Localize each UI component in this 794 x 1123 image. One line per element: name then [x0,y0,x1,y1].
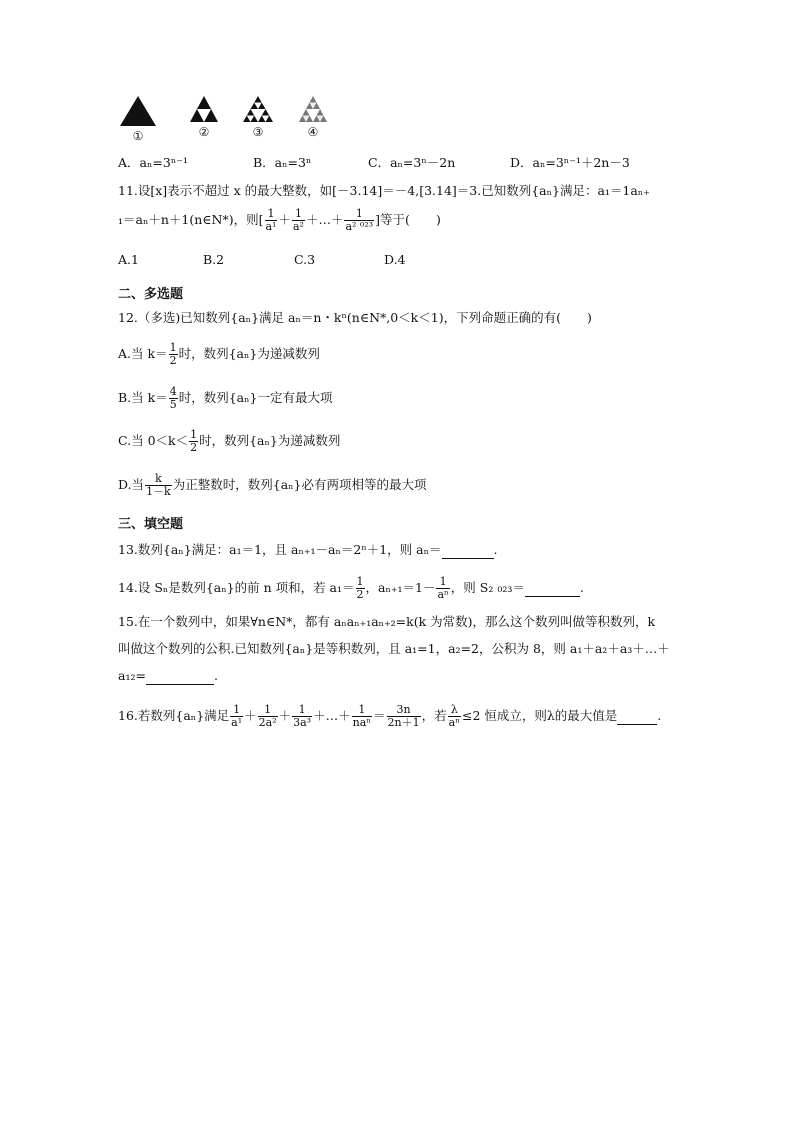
section-2-heading: 二、多选题 [118,287,184,302]
q12-b-num: 4 [169,385,177,398]
q16-answer-blank [617,708,657,725]
q11-option-a: A.1 [118,252,139,267]
q12-b-fraction [169,386,178,411]
figure-4 [288,95,338,139]
q16-fraction-6 [448,704,461,729]
q14-post: ，则 S₂ ₀₂₃＝ [450,580,525,595]
q12-option-c [118,429,340,454]
q12-option-b [118,386,333,411]
q12-option-a [118,342,320,367]
q13-text: 13.数列{aₙ}满足：a₁＝1，且 aₙ₊₁－aₙ＝2ⁿ＋1，则 aₙ＝ [118,542,442,557]
q11-option-b: B.2 [203,252,225,267]
q15-line-3 [118,668,218,685]
triangle-figure-3-icon [241,95,275,123]
figure-label-1: ① [132,129,144,143]
q16-f5-den: 2n＋1 [387,716,420,729]
figure-1 [113,95,163,143]
q16-f3-num: 1 [292,704,312,717]
q12-a-post: 时，数列{aₙ}为递减数列 [178,346,320,361]
q12-stem [118,310,592,326]
q11-frac1-den: a¹ [265,220,277,233]
q15-line-2: 叫做这个数列的公积.已知数列{aₙ}是等积数列，且 a₁=1，a₂=2，公积为 8，则 a₁＋a₂＋a₃＋…＋ [118,641,670,656]
q11-option-c: C.3 [294,252,316,267]
q14-f2-den: aⁿ [437,588,449,601]
q16 [118,704,661,729]
q10-option-d: D．aₙ=3ⁿ⁻¹＋2n－3 [510,155,630,170]
q16-f5-num: 3n [387,704,421,717]
q11-line-1: 11.设[x]表示不超过 x 的最大整数，如[－3.14]＝－4,[3.14]＝3.已知数列{aₙ}满足：a₁＝1aₙ₊ [118,183,650,198]
q14-mid: ，aₙ₊₁＝1－ [365,580,436,595]
triangle-figure-2-icon [188,95,220,123]
figure-label-3: ③ [252,125,264,139]
q16-f4-num: 1 [352,704,372,717]
q11-option-d: D.4 [384,252,406,267]
q12-b-post: 时，数列{aₙ}一定有最大项 [178,390,333,405]
q15-end: . [213,668,218,683]
q16-f6-num: λ [448,704,461,717]
q11-text-b: ＋ [278,212,291,227]
q12-c-den: 2 [190,441,198,454]
q12-d-post: 为正整数时，数列{aₙ}必有两项相等的最大项 [172,477,427,492]
q11-text-d: ]等于( [375,212,410,227]
q12-b-pre: B.当 k＝ [118,390,168,405]
q16-pre: 16.若数列{aₙ}满足 [118,708,230,723]
q10-option-c: C．aₙ=3ⁿ－2n [368,155,456,170]
q11-fraction-1 [265,208,278,233]
triangle-figure-1-icon [118,95,158,127]
q16-fraction-1 [230,704,243,729]
q11-text-c: ＋…＋ [305,212,344,227]
q12-option-d [118,473,427,498]
q13 [118,542,498,559]
q12-a-fraction [169,342,178,367]
q12-c-pre: C.当 0＜k＜ [118,433,189,448]
q14 [118,576,584,601]
q14-pre: 14.设 Sₙ是数列{aₙ}的前 n 项和，若 a₁＝ [118,580,355,595]
q16-dots: ＋…＋ [313,708,351,723]
q11-fraction-3 [344,208,374,233]
q12-c-post: 时，数列{aₙ}为递减数列 [199,433,341,448]
q16-end: . [657,708,662,723]
figure-label-4: ④ [307,125,319,139]
q15-line-1: 15.在一个数列中，如果∀n∈N*，都有 aₙaₙ₊₁aₙ₊₂=k(k 为常数)，那么这个数列叫做等积数列，k [118,614,656,629]
q12-d-pre: D.当 [118,477,145,492]
q13-end: . [493,542,498,557]
figure-2 [179,95,229,139]
q16-fraction-2 [258,704,278,729]
q11-text-a: ₁＝aₙ＋n＋1(n∈N*)，则[ [118,212,264,227]
q16-f2-den: 2a² [258,716,277,729]
q14-f1-den: 2 [356,588,364,601]
q12-stem-end: ) [586,310,592,325]
q16-mid: ，若 [421,708,447,723]
figure-label-2: ② [198,125,210,139]
q11-text-e: ) [435,212,441,227]
q10-option-a: A．aₙ=3ⁿ⁻¹ [118,155,188,170]
q12-d-num: k [145,473,172,486]
q16-f3-den: 3a³ [293,716,312,729]
q12-d-fraction [145,473,172,498]
q12-a-pre: A.当 k＝ [118,346,168,361]
q16-eq: ＝ [373,708,386,723]
q12-b-den: 5 [169,398,177,411]
q11-frac2-den: a² [292,220,304,233]
q13-answer-blank [442,542,494,559]
figure-3 [233,95,283,139]
q12-stem-text: 12.（多选)已知数列{aₙ}满足 aₙ＝n・kⁿ(n∈N*,0＜k＜1)，下列命题正确的有( [118,310,561,325]
q16-plus-2: ＋ [278,708,292,723]
q16-fraction-4 [352,704,372,729]
q11-frac3-num: 1 [344,208,374,221]
q15-line-3-text: a₁₂= [118,668,146,683]
q16-fraction-3 [292,704,312,729]
q12-d-den: 1－k [146,485,171,498]
q11-line-2 [118,208,441,233]
q16-post: ≤2 恒成立，则λ的最大值是 [461,708,618,723]
q14-fraction-2 [436,576,449,601]
q16-f2-num: 1 [258,704,278,717]
q12-c-num: 1 [190,428,198,441]
q14-f2-num: 1 [436,576,449,589]
q14-f1-num: 1 [356,575,364,588]
q11-frac2-num: 1 [292,208,305,221]
q11-frac1-num: 1 [265,208,278,221]
q14-fraction-1 [356,576,365,601]
q10-option-b: B．aₙ=3ⁿ [253,155,312,170]
q11-fraction-2 [292,208,305,233]
triangle-figure-4-icon [297,95,329,123]
q15-answer-blank [146,668,214,685]
q16-f4-den: naⁿ [352,716,372,729]
q12-a-den: 2 [169,354,177,367]
q14-answer-blank [525,580,580,597]
q16-f1-num: 1 [230,704,243,717]
q16-f1-den: a¹ [231,716,243,729]
q11-frac3-den: a² ⁰²³ [345,220,374,233]
q16-plus-1: ＋ [244,708,257,723]
q14-end: . [579,580,584,595]
q12-a-num: 1 [169,341,177,354]
q16-fraction-5 [387,704,421,729]
q16-f6-den: aⁿ [448,716,460,729]
section-3-heading: 三、填空题 [118,517,184,532]
q12-c-fraction [189,429,198,454]
